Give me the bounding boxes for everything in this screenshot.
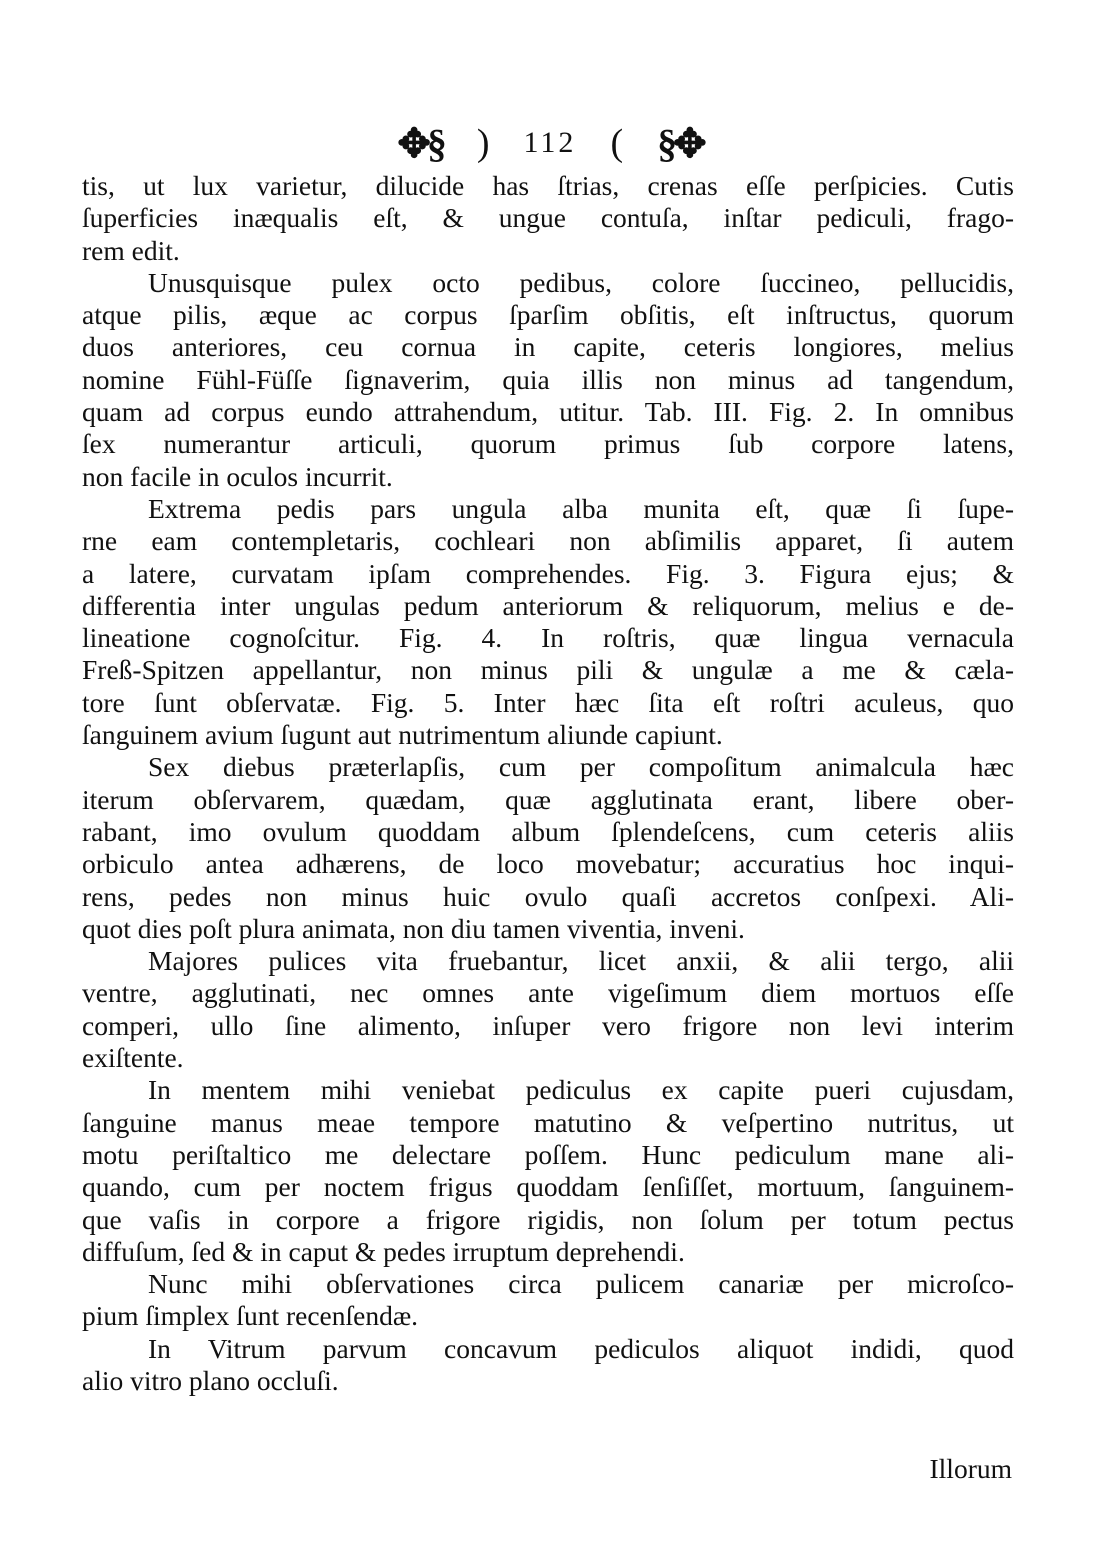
- body-text: [82, 170, 1014, 1397]
- header-paren-right: (: [610, 122, 624, 164]
- paragraph: [82, 751, 1014, 945]
- page-number: 112: [523, 126, 577, 159]
- text-line: rne eam contempletaris, cochleari non abſimilis apparet, ſi autem: [82, 525, 1014, 557]
- text-line: comperi, ullo ſine alimento, inſuper vero frigore non levi interim: [82, 1009, 1014, 1041]
- text-line: ſanguinem avium ſugunt aut nutrimentum aliunde capiunt.: [82, 719, 723, 751]
- text-line: non facile in oculos incurrit.: [82, 460, 393, 492]
- text-line: ſanguine manus meae tempore matutino & veſpertino nutritus, ut: [82, 1106, 1014, 1138]
- header-paren-left: ): [476, 122, 490, 164]
- catchword: Illorum: [929, 1453, 1012, 1484]
- text-line: duos anteriores, ceu cornua in capite, ceteris longiores, melius: [82, 331, 1014, 363]
- paragraph: [82, 945, 1014, 1074]
- text-line: iterum obſervarem, quædam, quæ agglutinata erant, libere ober-: [82, 783, 1014, 815]
- text-line: orbiculo antea adhærens, de loco movebatur; accuratius hoc inqui-: [82, 848, 1014, 880]
- text-line: motu periſtaltico me delectare poſſem. Hunc pediculum mane ali-: [82, 1138, 1014, 1170]
- running-header: [0, 118, 1100, 168]
- ornament-right-icon: §✥: [657, 120, 703, 166]
- text-line: exiſtente.: [82, 1042, 184, 1074]
- text-line: alio vitro plano occluſi.: [82, 1364, 339, 1396]
- paragraph: [82, 267, 1014, 493]
- text-line: tore ſunt obſervatæ. Fig. 5. Inter hæc ſita eſt roſtri aculeus, quo: [82, 686, 1014, 718]
- paragraph: [82, 1268, 1014, 1333]
- text-line: ſuperficies inæqualis eſt, & ungue contuſa, inſtar pediculi, frago-: [82, 202, 1014, 234]
- text-line: pium ſimplex ſunt recenſendæ.: [82, 1300, 419, 1332]
- text-line: quot dies poſt plura animata, non diu tamen viventia, inveni.: [82, 912, 745, 944]
- text-line: quam ad corpus eundo attrahendum, utitur. Tab. III. Fig. 2. In omnibus: [82, 396, 1014, 428]
- text-line: ſex numerantur articuli, quorum primus ſub corpore latens,: [82, 428, 1014, 460]
- text-line: Nunc mihi obſervationes circa pulicem canariæ per microſco-: [148, 1268, 1014, 1300]
- text-line: Extrema pedis pars ungula alba munita eſt, quæ ſi ſupe-: [148, 492, 1014, 524]
- text-line: nomine Fühl-Füſſe ſignaverim, quia illis non minus ad tangendum,: [82, 363, 1014, 395]
- text-line: ventre, agglutinati, nec omnes ante vigeſimum diem mortuos eſſe: [82, 977, 1014, 1009]
- text-line: rens, pedes non minus huic ovulo quaſi accretos conſpexi. Ali-: [82, 880, 1014, 912]
- text-line: differentia inter ungulas pedum anteriorum & reliquorum, melius e de-: [82, 589, 1014, 621]
- text-line: quando, cum per noctem frigus quoddam ſenſiſſet, mortuum, ſanguinem-: [82, 1171, 1014, 1203]
- text-line: que vaſis in corpore a frigore rigidis, non ſolum per totum pectus: [82, 1203, 1014, 1235]
- text-line: a latere, curvatam ipſam comprehendes. Fig. 3. Figura ejus; &: [82, 557, 1014, 589]
- text-line: tis, ut lux varietur, dilucide has ſtrias, crenas eſſe perſpicies. Cutis: [82, 170, 1014, 201]
- paragraph: [82, 1074, 1014, 1268]
- ornament-left-icon: ✥§: [397, 120, 443, 166]
- text-line: Unusquisque pulex octo pedibus, colore ſuccineo, pellucidis,: [148, 266, 1014, 298]
- text-line: In mentem mihi veniebat pediculus ex capite pueri cujusdam,: [148, 1074, 1014, 1106]
- text-line: diffuſum, ſed & in caput & pedes irruptum deprehendi.: [82, 1235, 685, 1267]
- text-line: In Vitrum parvum concavum pediculos aliquot indidi, quod: [148, 1332, 1014, 1364]
- text-line: atque pilis, æque ac corpus ſparſim obſitis, eſt inſtructus, quorum: [82, 299, 1014, 331]
- text-line: rem edit.: [82, 234, 180, 266]
- paragraph: [82, 493, 1014, 751]
- text-line: lineatione cognoſcitur. Fig. 4. In roſtris, quæ lingua vernacula: [82, 622, 1014, 654]
- paragraph: [82, 170, 1014, 267]
- text-line: Sex diebus præterlapſis, cum per compoſitum animalcula hæc: [148, 751, 1014, 783]
- text-line: Majores pulices vita fruebantur, licet anxii, & alii tergo, alii: [148, 945, 1014, 977]
- paragraph: [82, 1333, 1014, 1398]
- text-line: rabant, imo ovulum quoddam album ſplendeſcens, cum ceteris aliis: [82, 815, 1014, 847]
- text-line: Freß-Spitzen appellantur, non minus pili & ungulæ a me & cæla-: [82, 654, 1014, 686]
